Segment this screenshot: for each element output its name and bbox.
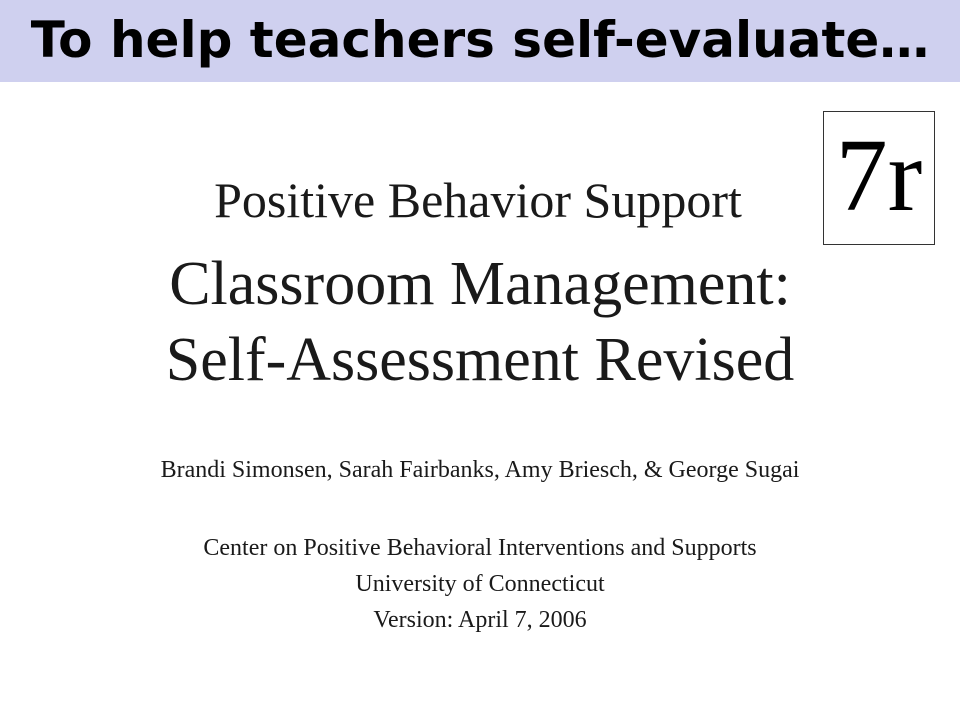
document-title bbox=[0, 246, 960, 398]
university-name: University of Connecticut bbox=[355, 571, 605, 597]
center-name: Center on Positive Behavioral Interventions and Supports bbox=[203, 535, 757, 561]
authors-line: Brandi Simonsen, Sarah Fairbanks, Amy Briesch, & George Sugai bbox=[160, 457, 800, 483]
form-code-badge: 7r bbox=[823, 111, 935, 245]
version-date: Version: April 7, 2006 bbox=[373, 607, 587, 633]
header-banner bbox=[0, 0, 960, 82]
subtitle-text: Positive Behavior Support bbox=[214, 172, 742, 228]
affiliation-block bbox=[0, 530, 960, 638]
document-subtitle bbox=[0, 168, 960, 232]
title-line-1: Classroom Management: bbox=[169, 250, 791, 318]
banner-title: To help teachers self-evaluate… bbox=[30, 11, 930, 69]
title-line-2: Self-Assessment Revised bbox=[165, 326, 795, 394]
